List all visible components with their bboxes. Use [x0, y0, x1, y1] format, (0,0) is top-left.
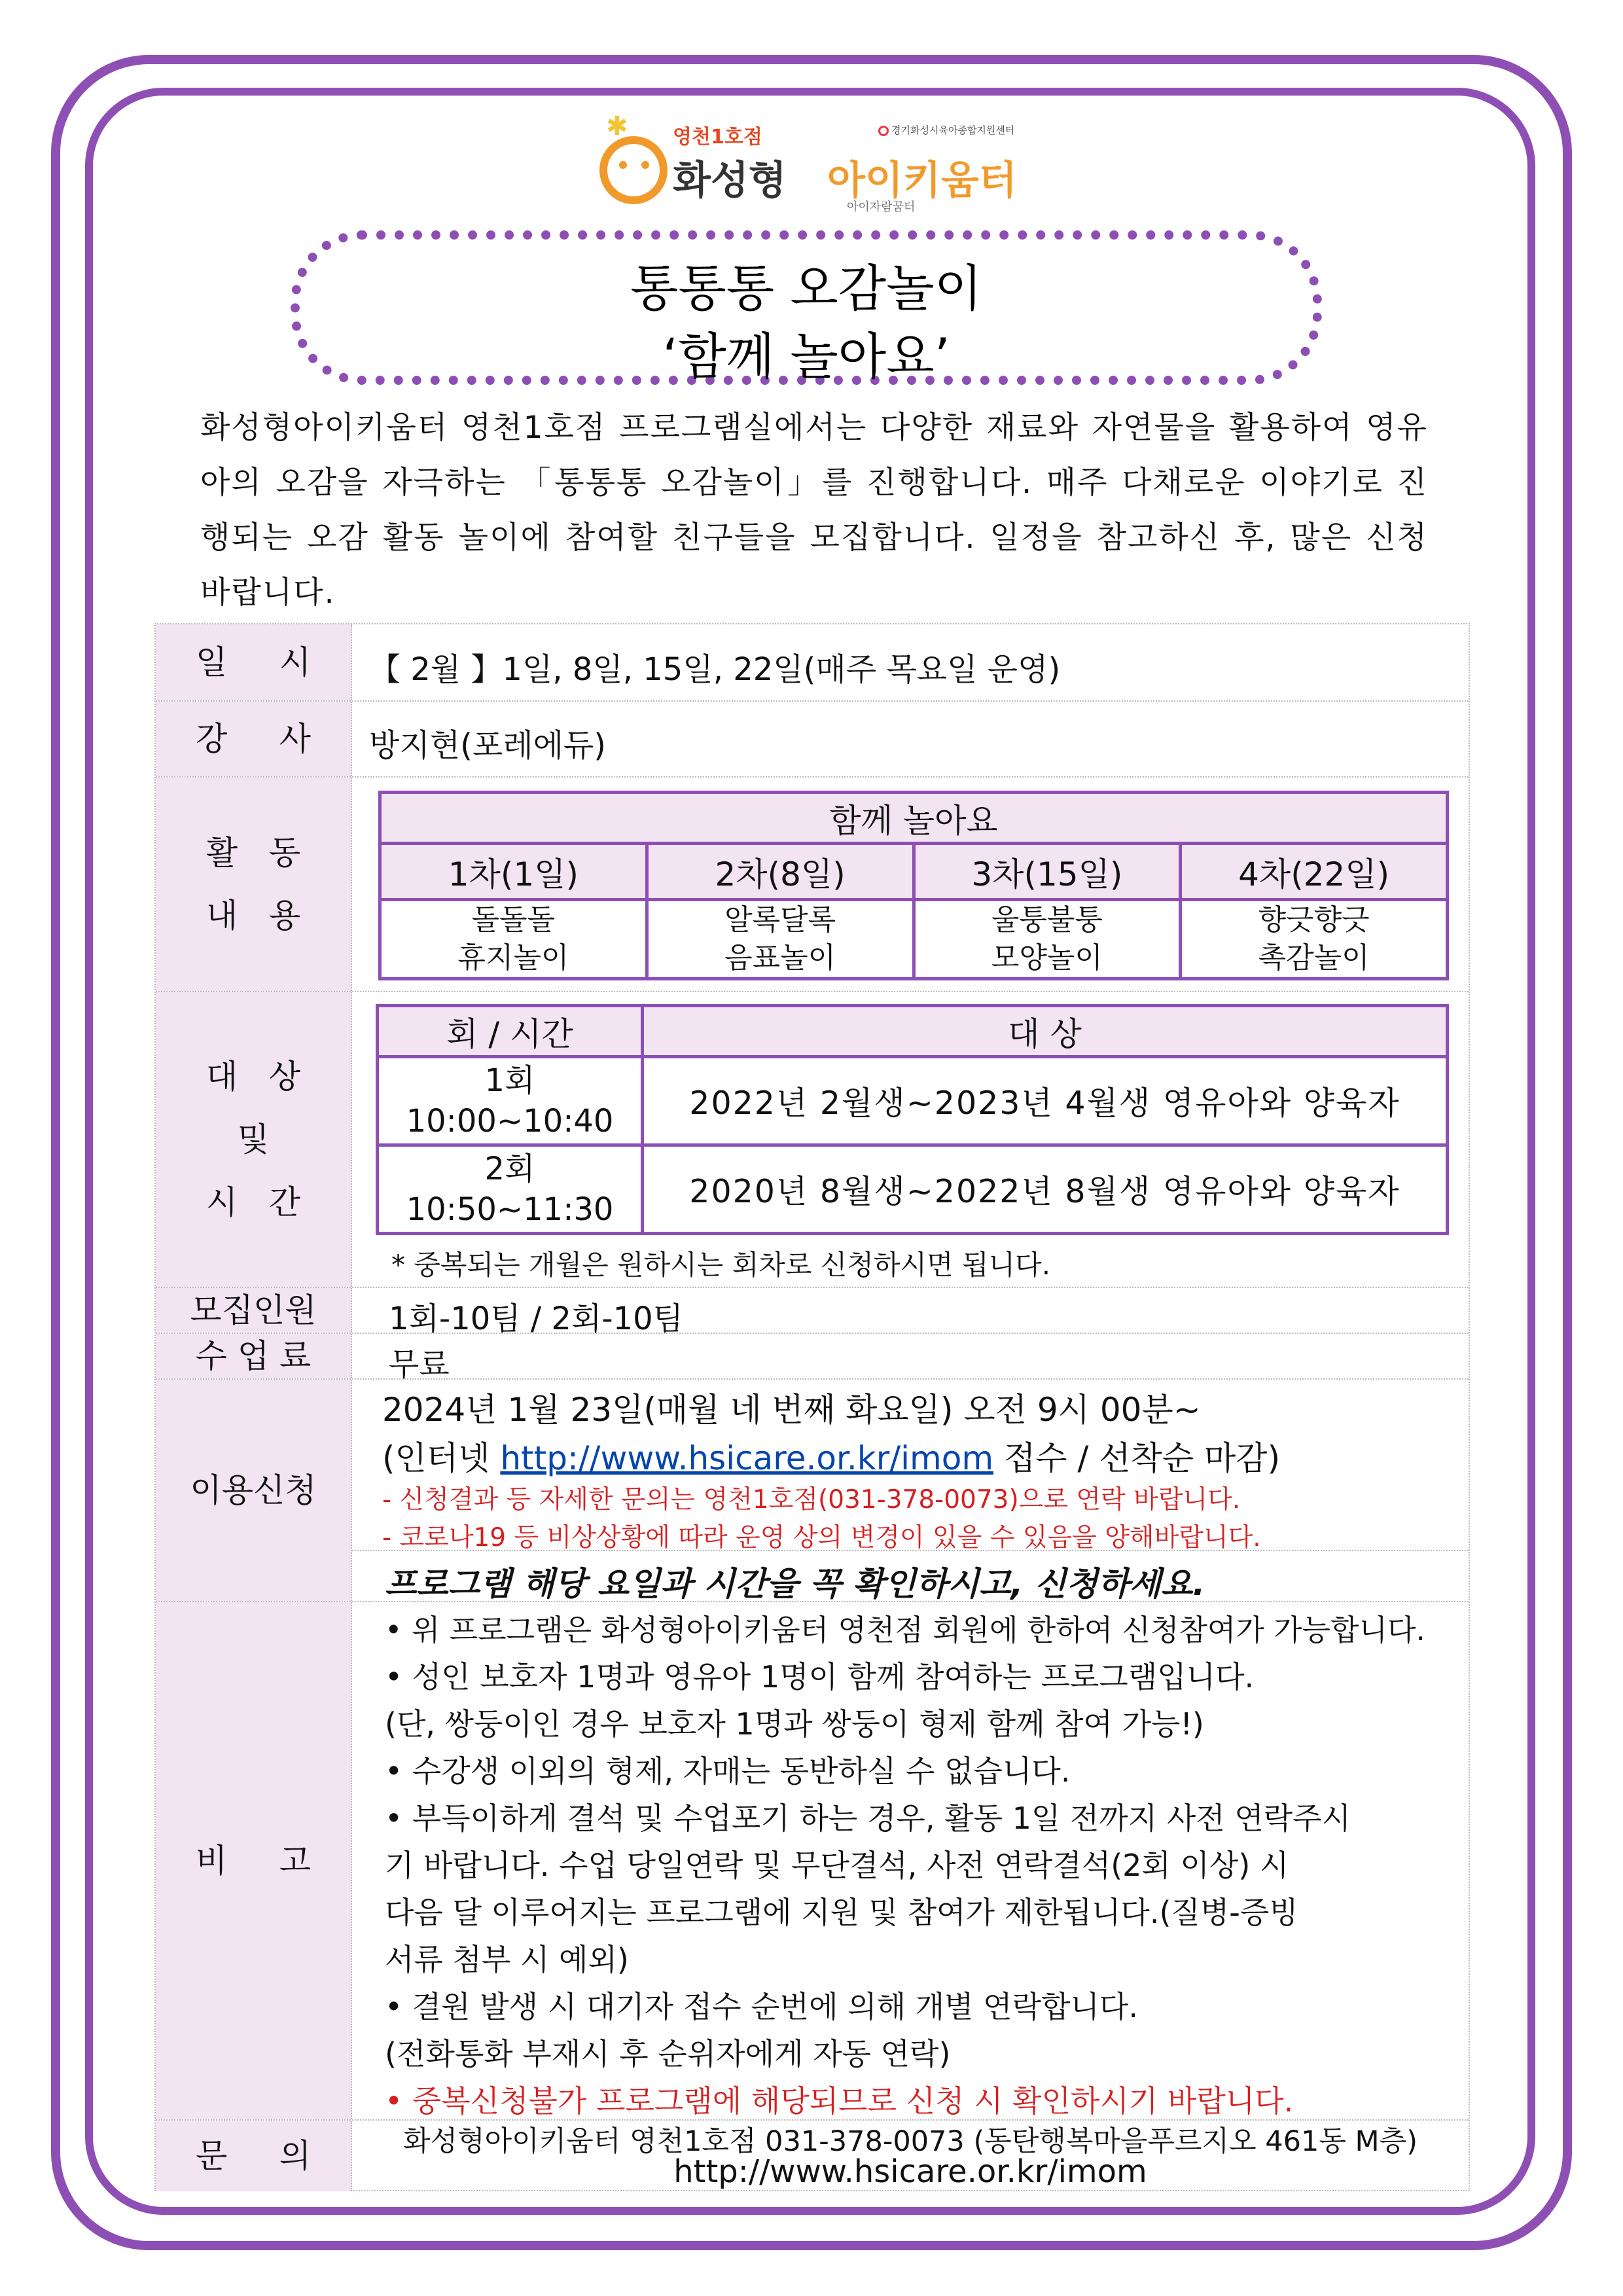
target-session: 1회 10:00~10:40 [378, 1057, 643, 1145]
session-round: 2차(8일) [647, 844, 914, 900]
recruit-label: 모집인원 [190, 1291, 317, 1329]
remark-line: 다음 달 이루어지는 프로그램에 지원 및 참여가 제한됩니다.(질병-증빙 [385, 1895, 1298, 1930]
remark-line: (단, 쌍둥이인 경우 보호자 1명과 쌍둥이 형제 함께 참여 가능!) [385, 1706, 1204, 1742]
schedule-label: 일 시 [195, 643, 312, 681]
target-age: 2022년 2월생~2023년 4월생 영유아와 양육자 [643, 1057, 1448, 1145]
target-age: 2020년 8월생~2022년 8월생 영유아와 양육자 [643, 1145, 1448, 1234]
apply-line1: 2024년 1월 23일(매월 네 번째 화요일) 오전 9시 00분~ [382, 1391, 1201, 1429]
apply-note2: - 코로나19 등 비상상황에 따라 운영 상의 변경이 있을 수 있음을 양해바랍니다. [382, 1523, 1261, 1552]
activity-label: 활 동 내 용 [205, 834, 301, 935]
remark-line: • 부득이하게 결석 및 수업포기 하는 경우, 활동 1일 전까지 사전 연락주시 [385, 1801, 1351, 1836]
logo-sub: 아이자람꿈터 [847, 200, 916, 214]
instructor-value: 방지현(포레에듀) [369, 727, 607, 764]
remark-warning: • 중복신청불가 프로그램에 해당되므로 신청 시 확인하시기 바랍니다. [385, 2083, 1294, 2119]
apply-note1: - 신청결과 등 자세한 문의는 영천1호점(031-378-0073)으로 연락 바랍니다. [382, 1485, 1241, 1515]
row-activity [156, 778, 1469, 992]
session-round: 4차(22일) [1181, 844, 1448, 900]
row-instructor [156, 702, 1469, 778]
apply-label: 이용신청 [190, 1471, 317, 1509]
remark-line: • 결원 발생 시 대기자 접수 순번에 의해 개별 연락합니다. [385, 1989, 1138, 2024]
title-box [291, 230, 1322, 385]
title-line2: ‘함께 놀아요’ [662, 327, 950, 386]
session-topic: 알록달록 음표놀이 [647, 900, 914, 979]
remark-line: (전화통화 부재시 후 순위자에게 자동 연락) [385, 2036, 951, 2072]
activity-table [378, 791, 1449, 980]
contact-line2: http://www.hsicare.or.kr/imom [673, 2153, 1147, 2190]
apply-link[interactable]: http://www.hsicare.or.kr/imom [500, 1439, 994, 1477]
remarks-label: 비 고 [195, 1842, 312, 1880]
row-fee [156, 1334, 1469, 1383]
org-logo: 경기화성시육아종합지원센터 [878, 123, 1014, 137]
target-col1-header: 회 / 시간 [378, 1006, 643, 1057]
contact-line1: 화성형아이키움터 영천1호점 031-378-0073 (동탄행복마을푸르지오 461동 M층) [403, 2125, 1418, 2158]
session-topic: 울퉁불퉁 모양놀이 [914, 900, 1181, 979]
target-table [376, 1004, 1449, 1235]
row-target [156, 992, 1469, 1288]
target-session: 2회 10:50~11:30 [378, 1145, 643, 1234]
apply-line2: (인터넷 http://www.hsicare.or.kr/imom 접수 / 선착순 마감) [382, 1439, 1281, 1477]
row-apply [156, 1380, 1469, 1602]
row-schedule [156, 624, 1469, 702]
schedule-value: 【 2월 】1일, 8일, 15일, 22일(매주 목요일 운영) [369, 651, 1061, 688]
session-round: 3차(15일) [914, 844, 1181, 900]
instructor-label: 강 사 [195, 720, 312, 758]
activity-header: 함께 놀아요 [380, 793, 1448, 844]
child-face-icon [599, 136, 668, 204]
org-icon [878, 126, 889, 136]
logo-name-part1: 화성형 [673, 158, 787, 204]
info-table [154, 623, 1470, 2191]
remark-line: • 위 프로그램은 화성형아이키움터 영천점 회원에 한하여 신청참여가 가능합니다. [385, 1613, 1425, 1647]
row-recruit [156, 1288, 1469, 1337]
fee-label: 수 업 료 [195, 1337, 312, 1375]
target-label: 대 상 및 시 간 [205, 1058, 301, 1221]
logo [589, 111, 1034, 219]
session-topic: 향긋향긋 촉감놀이 [1181, 900, 1448, 979]
remark-line: • 성인 보호자 1명과 영유아 1명이 함께 참여하는 프로그램입니다. [385, 1659, 1255, 1695]
logo-branch: 영천1호점 [673, 126, 762, 149]
remark-line: 서류 첨부 시 예외) [385, 1942, 629, 1977]
title-line1: 통통통 오감놀이 [630, 259, 983, 317]
session-round: 1차(1일) [380, 844, 647, 900]
star-icon: ✱ [606, 111, 628, 141]
fee-value: 무료 [389, 1346, 450, 1383]
apply-reminder: 프로그램 해당 요일과 시간을 꼭 확인하시고, 신청하세요. [385, 1565, 1205, 1603]
row-remarks [156, 1602, 1469, 2121]
intro-text: 화성형아이키움터 영천1호점 프로그램실에서는 다양한 재료와 자연물을 활용하여 영유아의 오감을 자극하는 「통통통 오감놀이」를 진행합니다. 매주 다채로운 이야기로 진행되는 오감 활동 놀이에 참여할 친구들을 모집합니다. 일정을 참고하신 후, 많은 신청바랍니다. [200, 410, 1428, 611]
logo-name-part2: 아이키움터 [827, 158, 1017, 204]
remark-line: 기 바랍니다. 수업 당일연락 및 무단결석, 사전 연락결석(2회 이상) 시 [385, 1848, 1289, 1883]
row-contact [156, 2121, 1469, 2191]
recruit-value: 1회-10팀 / 2회-10팀 [389, 1300, 684, 1337]
target-note: * 중복되는 개월은 원하시는 회차로 신청하시면 됩니다. [391, 1249, 1051, 1281]
target-col2-header: 대 상 [643, 1006, 1448, 1057]
session-topic: 돌돌돌 휴지놀이 [380, 900, 647, 979]
remark-line: • 수강생 이외의 형제, 자매는 동반하실 수 없습니다. [385, 1753, 1071, 1789]
contact-label: 문 의 [195, 2137, 312, 2175]
